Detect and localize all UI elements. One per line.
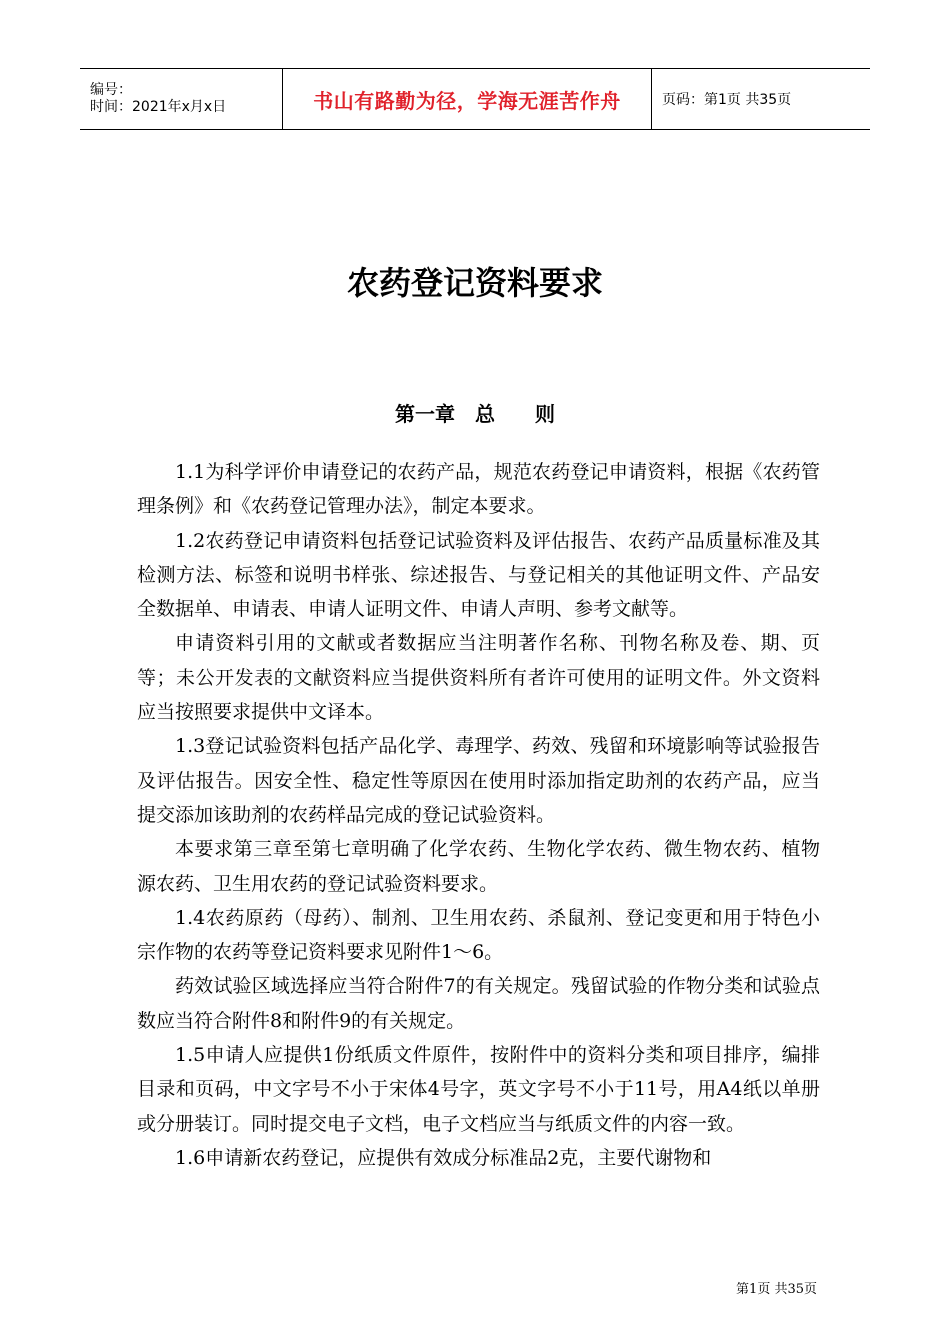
chapter-heading: 第一章 总 则 (395, 402, 555, 426)
document-title: 农药登记资料要求 (346, 264, 603, 302)
paragraph: 1.1为科学评价申请登记的农药产品，规范农药登记申请资料，根据《农药管理条例》和《农药登记管理办法》，制定本要求。 (137, 461, 820, 518)
paragraph: 1.4农药原药（母药）、制剂、卫生用农药、杀鼠剂、登记变更和用于特色小宗作物的农药等登记资料要求见附件1～6。 (137, 906, 820, 964)
header-motto-cell (283, 69, 652, 129)
time-label: 时间：2021年x月x日 (90, 99, 227, 115)
paragraph: 本要求第三章至第七章明确了化学农药、生物化学农药、微生物农药、植物源农药、卫生用农药的登记试验资料要求。 (137, 838, 820, 895)
motto: 书山有路勤为径，学海无涯苦作舟 (313, 88, 621, 113)
document-header (80, 68, 870, 130)
document-body (137, 455, 820, 1175)
paragraph: 1.6申请新农药登记，应提供有效成分标准品2克，主要代谢物和 (175, 1146, 712, 1169)
header-page-info: 页码：第1页 共35页 (662, 92, 792, 108)
paragraph: 1.2农药登记申请资料包括登记试验资料及评估报告、农药产品质量标准及其检测方法、标签和说明书样张、综述报告、与登记相关的其他证明文件、产品安全数据单、申请表、申请人证明文件、申请人声明、参考文献等。 (137, 529, 820, 621)
page-footer: 第1页 共35页 (736, 1282, 817, 1297)
paragraph: 申请资料引用的文献或者数据应当注明著作名称、刊物名称及卷、期、页等；未公开发表的文献资料应当提供资料所有者许可使用的证明文件。外文资料应当按照要求提供中文译本。 (137, 632, 820, 724)
header-page-cell (652, 69, 870, 129)
paragraph: 药效试验区域选择应当符合附件7的有关规定。残留试验的作物分类和试验点数应当符合附件8和附件9的有关规定。 (137, 975, 820, 1032)
header-meta (80, 69, 283, 129)
number-label: 编号： (90, 82, 132, 98)
paragraph: 1.5申请人应提供1份纸质文件原件，按附件中的资料分类和项目排序，编排目录和页码，中文字号不小于宋体4号字，英文字号不小于11号，用A4纸以单册或分册装订。同时提交电子文档，电子文档应当与纸质文件的内容一致。 (137, 1044, 820, 1135)
paragraph: 1.3登记试验资料包括产品化学、毒理学、药效、残留和环境影响等试验报告及评估报告。因安全性、稳定性等原因在使用时添加指定助剂的农药产品，应当提交添加该助剂的农药样品完成的登记试验资料。 (137, 735, 820, 826)
